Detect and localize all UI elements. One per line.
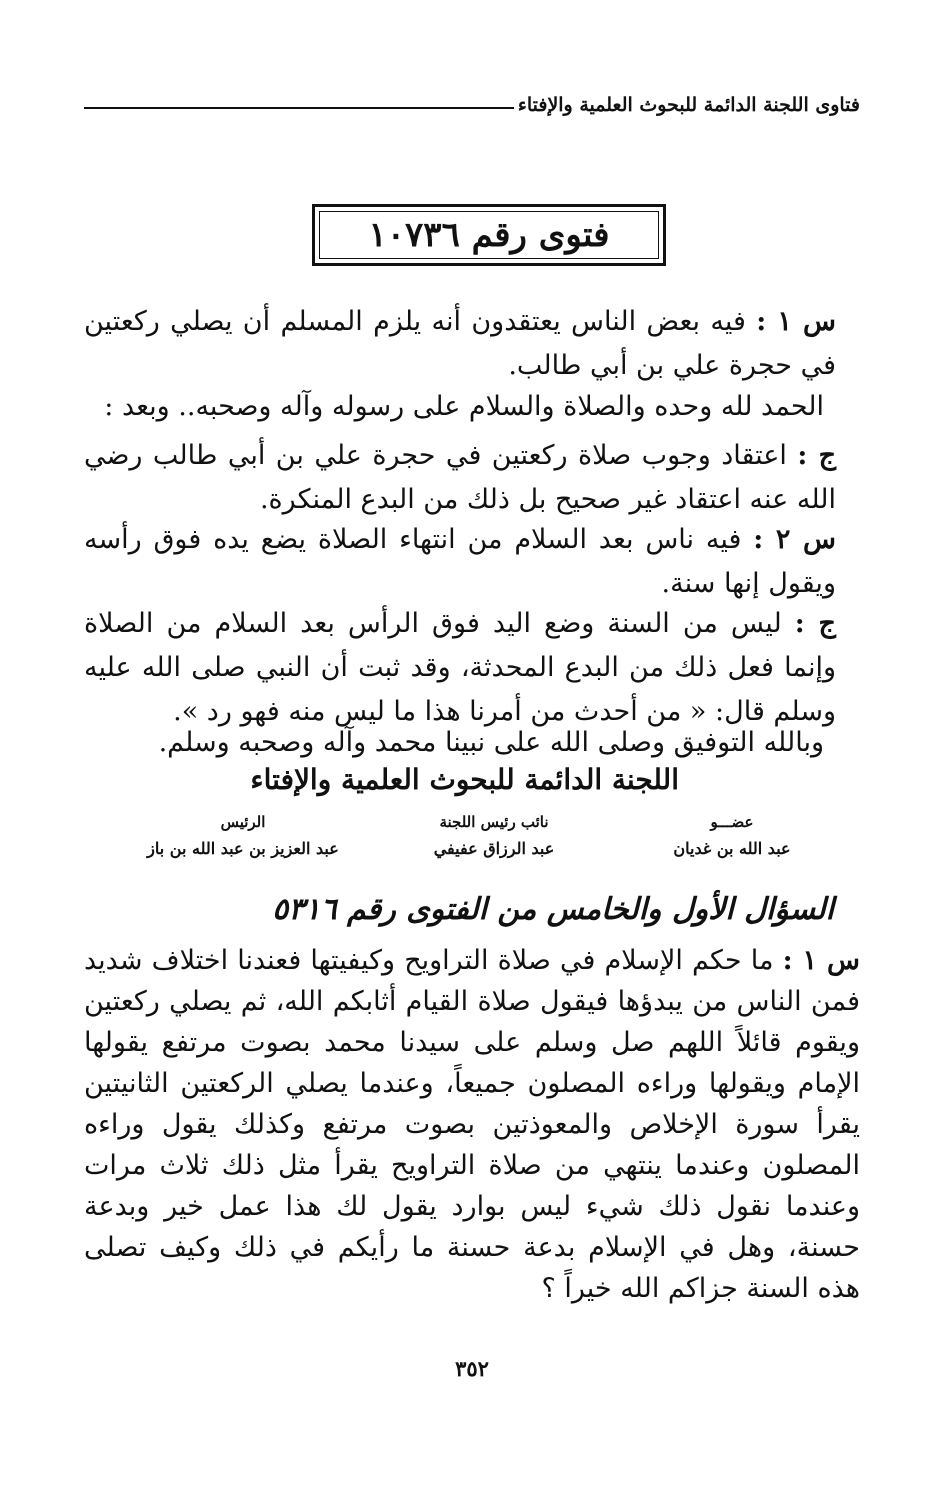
committee-name: اللجنة الدائمة للبحوث العلمية والإفتاء <box>250 763 679 796</box>
section-heading: السؤال الأول والخامس من الفتوى رقم ٥٣١٦ <box>272 892 834 927</box>
answer-1-label: ج : <box>797 440 836 471</box>
question-3-label: س ١ : <box>782 945 860 976</box>
signatory-role: عضـــو <box>710 813 754 831</box>
signatory-role: الرئيس <box>220 813 266 831</box>
closing-line: وبالله التوفيق وصلى الله على نبينا محمد وآله وصحبه وسلم. <box>158 727 824 758</box>
question-3-text: ما حكم الإسلام في صلاة التراويح وكيفيتها فعندنا اختلاف شديد فمن الناس من يبدؤها فيقول صلاة القيام أثابكم الله، ثم يصلي ركعتين ويقوم قائلاً اللهم صل وسلم على سيدنا محمد بصوت مرتفع يقولها الإمام ويقولها وراءه المصلون جميعاً، وعندما يصلي الركعتين الثانيتين يقرأ سورة الإخلاص والمعوذتين بصوت مرتفع وكذلك يقول وراءه المصلون وعندما ينتهي من صلاة التراويح يقرأ مثل ذلك ثلاث مرات وعندما نقول ذلك شيء ليس بوارد يقول لك هذا عمل خير وبدعة حسنة، وهل في الإسلام بدعة حسنة ما رأيكم في ذلك وكيف تصلى هذه السنة جزاكم الله خيراً ؟ <box>84 945 860 1304</box>
page-number: ٣٥٢ <box>455 1356 489 1381</box>
signatory-president <box>140 813 346 858</box>
answer-1 <box>84 434 860 522</box>
question-3 <box>84 940 860 1309</box>
fatwa-title-box <box>312 204 666 266</box>
praise-line: الحمد لله وحده والصلاة والسلام على رسوله وآله وصحبه.. وبعد : <box>104 391 824 422</box>
answer-2-text: ليس من السنة وضع اليد فوق الرأس بعد السلام من الصلاة وإنما فعل ذلك من البدع المحدثة، وقد ثبت أن النبي صلى الله عليه وسلم قال: « من أحدث من أمرنا هذا ما ليس منه فهو رد ». <box>84 608 836 727</box>
answer-1-text: اعتقاد وجوب صلاة ركعتين في حجرة علي بن أبي طالب رضي الله عنه اعتقاد غير صحيح بل ذلك من البدع المنكرة. <box>84 440 836 515</box>
answer-2 <box>84 602 860 734</box>
signatory-deputy <box>424 813 564 858</box>
answer-2-label: ج : <box>794 608 836 639</box>
signatory-name: عبد الله بن غديان <box>673 839 791 858</box>
running-head-rule <box>84 107 514 109</box>
question-1 <box>84 300 860 388</box>
fatwa-title: فتوى رقم ١٠٧٣٦ <box>368 215 610 255</box>
question-1-label: س ١ : <box>756 306 837 337</box>
question-1-text: فيه بعض الناس يعتقدون أنه يلزم المسلم أن يصلي ركعتين في حجرة علي بن أبي طالب. <box>84 306 836 381</box>
question-2-label: س ٢ : <box>753 524 836 555</box>
signatory-member <box>662 813 802 858</box>
question-2 <box>84 518 860 606</box>
signatory-role: نائب رئيس اللجنة <box>439 813 549 831</box>
signatory-name: عبد الرزاق عفيفي <box>433 839 555 858</box>
signatory-name: عبد العزيز بن عبد الله بن باز <box>147 839 339 858</box>
question-2-text: فيه ناس بعد السلام من انتهاء الصلاة يضع يده فوق رأسه ويقول إنها سنة. <box>84 524 836 599</box>
running-head-text: فتاوى اللجنة الدائمة للبحوث العلمية والإفتاء <box>517 94 860 116</box>
running-head <box>84 88 860 122</box>
